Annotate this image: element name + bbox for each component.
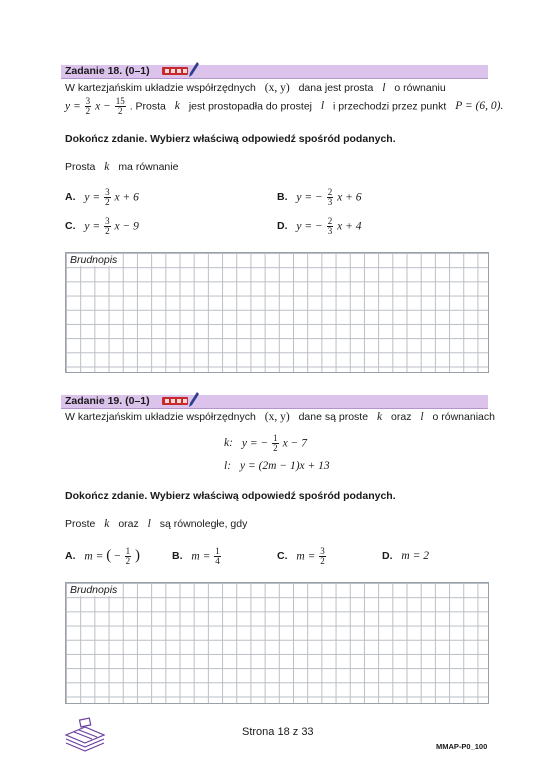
option-paren-close: )	[135, 547, 141, 564]
task-19-intro	[65, 411, 495, 423]
task-18-option-d[interactable]	[277, 217, 362, 236]
task-19-coords: (x, y)	[264, 411, 290, 423]
task-18-eq-fraction-1: $\frac{3}{2}$	[85, 96, 91, 116]
task-19-equation-l	[224, 460, 330, 472]
task-18-eq-y: y =	[65, 100, 81, 113]
option-letter: A.	[65, 191, 76, 204]
task-19-stem-b: oraz	[118, 518, 139, 530]
scratch-label: Brudnopis	[67, 254, 120, 266]
option-letter: C.	[65, 220, 76, 233]
option-fraction: $\frac{2}{3}$	[327, 216, 333, 236]
pencil-icon	[189, 392, 199, 408]
task-18-eq-tail-a: . Prosta	[129, 100, 166, 113]
option-minus: −	[114, 550, 121, 563]
task-18-scratch-grid[interactable]	[65, 252, 489, 373]
task-18-stem-b: ma równanie	[118, 161, 179, 173]
option-paren-open: (	[106, 547, 112, 564]
eq-l-body: y = (2m − 1)x + 13	[239, 460, 330, 472]
option-expr-post: x + 6	[114, 191, 139, 204]
option-fraction: $\frac{1}{2}$	[125, 546, 131, 566]
task-19-stem-c: są równoległe, gdy	[159, 518, 248, 530]
task-18-intro-text-c: o równaniu	[394, 82, 446, 94]
option-letter: D.	[277, 220, 288, 233]
task-19-option-c[interactable]	[277, 547, 327, 566]
task-18-line-l: l	[382, 82, 386, 94]
option-fraction: $\frac{3}{2}$	[105, 216, 110, 236]
task-18-option-c[interactable]	[65, 217, 139, 236]
task-19-intro-text-a: W kartezjańskim układzie współrzędnych	[65, 411, 256, 423]
task-19-intro-text-c: oraz	[391, 411, 412, 423]
task-19-intro-text-b: dane są proste	[298, 411, 369, 423]
task-19-stem-a: Proste	[65, 518, 96, 530]
eq-k-post: x − 7	[282, 437, 307, 450]
exam-code: MMAP-P0_100	[436, 742, 488, 751]
option-expr-pre: m = 2	[401, 550, 429, 562]
task-18-point-p: P = (6, 0).	[455, 100, 504, 113]
task-19-intro-text-d: o równaniach	[432, 411, 495, 423]
option-expr-post: x + 6	[337, 191, 362, 204]
task-19-title: Zadanie 19. (0–1)	[65, 395, 150, 407]
option-letter: C.	[277, 550, 288, 563]
task-19-line-k: k	[376, 411, 383, 423]
option-letter: B.	[277, 191, 288, 204]
task-18-option-b[interactable]	[277, 188, 362, 207]
task-18-option-a[interactable]	[65, 188, 139, 207]
task-18-intro-text-a: W kartezjańskim układzie współrzędnych	[65, 82, 256, 94]
option-expr-pre: m =	[191, 550, 211, 563]
task-19-option-a[interactable]	[65, 547, 140, 566]
option-expr-pre: y =	[84, 220, 101, 233]
task-19-line-l: l	[420, 411, 424, 423]
task-18-eq-fraction-2: $\frac{15}{2}$	[115, 96, 125, 116]
eq-k-fraction: $\frac{1}{2}$	[273, 433, 278, 453]
pencil-icon	[189, 62, 199, 78]
eq-k-label: k:	[224, 437, 233, 450]
task-18-eq-x: x −	[95, 100, 111, 113]
option-expr-pre: m =	[296, 550, 316, 563]
option-letter: B.	[172, 550, 183, 563]
difficulty-badge-icon	[162, 397, 188, 405]
option-expr-post: x − 9	[114, 220, 139, 233]
cke-logo-icon	[62, 717, 108, 755]
task-18-eq-tail-b: jest prostopadła do prostej	[188, 100, 312, 113]
option-expr-post: x + 4	[337, 220, 362, 233]
option-fraction: $\frac{1}{4}$	[215, 546, 220, 566]
task-18-intro-text-b: dana jest prosta	[298, 82, 374, 94]
option-expr-pre: y =	[84, 191, 101, 204]
task-18-line-l-2: l	[320, 100, 325, 113]
task-18-title: Zadanie 18. (0–1)	[65, 65, 150, 77]
option-expr-pre: m =	[84, 550, 107, 563]
task-19-instruction: Dokończ zdanie. Wybierz właściwą odpowiedź spośród podanych.	[65, 490, 396, 502]
task-18-header-bar	[61, 65, 488, 79]
option-fraction: $\frac{3}{2}$	[105, 187, 110, 207]
task-19-option-b[interactable]	[172, 547, 222, 566]
option-letter: A.	[65, 550, 76, 563]
task-19-header-bar	[61, 395, 488, 409]
task-19-scratch-grid[interactable]	[65, 582, 489, 704]
option-expr-pre: y = −	[296, 191, 323, 204]
scratch-label: Brudnopis	[67, 584, 120, 596]
eq-l-label: l:	[224, 460, 232, 472]
option-fraction: $\frac{3}{2}$	[320, 546, 325, 566]
difficulty-badge-icon	[162, 67, 188, 75]
task-18-eq-tail-c: i przechodzi przez punkt	[333, 100, 447, 113]
task-18-stem-a: Prosta	[65, 161, 96, 173]
task-18-line-k: k	[174, 100, 180, 113]
eq-k-pre: y = −	[241, 437, 269, 450]
task-18-equation-line	[65, 97, 503, 116]
option-letter: D.	[382, 550, 393, 562]
task-19-stem-l: l	[147, 518, 151, 530]
task-19-stem-k: k	[104, 518, 110, 530]
task-18-intro	[65, 82, 446, 94]
option-fraction: $\frac{2}{3}$	[327, 187, 333, 207]
task-18-coords: (x, y)	[264, 82, 290, 94]
option-expr-pre: y = −	[296, 220, 323, 233]
task-18-stem-k: k	[104, 161, 110, 173]
task-18-instruction: Dokończ zdanie. Wybierz właściwą odpowiedź spośród podanych.	[65, 133, 396, 145]
task-19-equation-k	[224, 434, 307, 453]
task-18-stem	[65, 161, 178, 173]
task-19-stem	[65, 518, 247, 530]
page-number: Strona 18 z 33	[242, 726, 314, 738]
task-19-option-d[interactable]	[382, 550, 429, 562]
